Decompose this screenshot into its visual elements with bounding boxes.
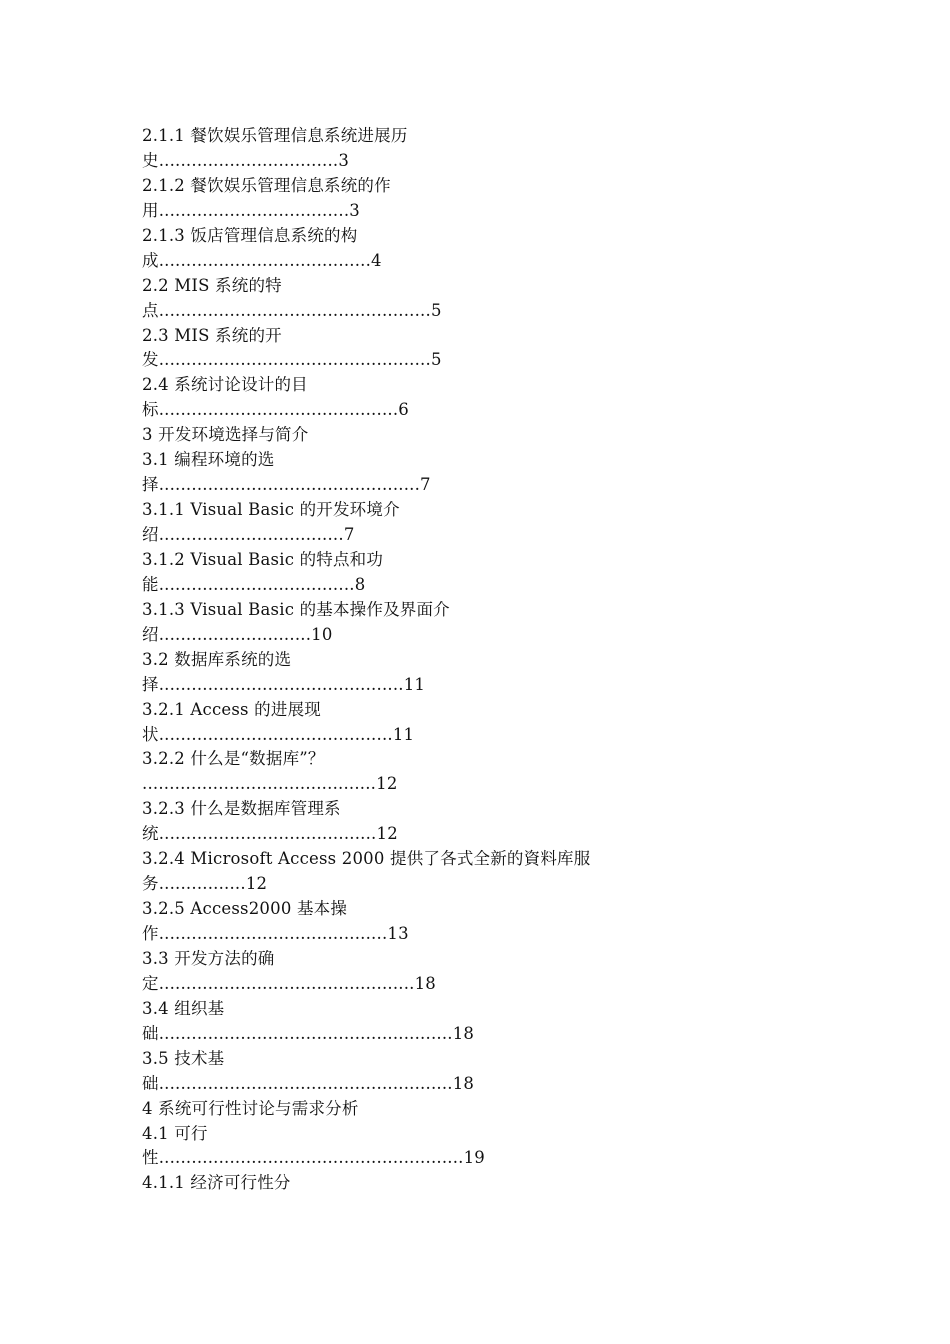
toc-line: 3.4 组织基 xyxy=(142,998,225,1018)
toc-line: 成.......................................4 xyxy=(142,250,382,270)
toc-line: 务................12 xyxy=(142,874,268,894)
toc-line: ...........................................12 xyxy=(142,774,398,794)
toc-line: 用...................................3 xyxy=(142,200,360,220)
toc-line: 能....................................8 xyxy=(142,574,366,594)
toc-line: 3.2.5 Access2000 基本操 xyxy=(142,899,348,919)
toc-line: 3.1.1 Visual Basic 的开发环境介 xyxy=(142,500,400,520)
toc-line: 史.................................3 xyxy=(142,150,350,170)
toc-line: 4.1.1 经济可行性分 xyxy=(142,1173,291,1193)
toc-line: 标............................................6 xyxy=(142,400,409,420)
toc-line: 4 系统可行性讨论与需求分析 xyxy=(142,1098,359,1118)
toc-line: 3.3 开发方法的确 xyxy=(142,948,275,968)
toc-line: 3.1.2 Visual Basic 的特点和功 xyxy=(142,549,384,569)
toc-line: 础......................................................18 xyxy=(142,1023,475,1043)
toc-line: 2.4 系统讨论设计的目 xyxy=(142,375,308,395)
toc-line: 3.5 技术基 xyxy=(142,1048,225,1068)
toc-line: 性........................................................19 xyxy=(142,1148,486,1168)
toc-line: 2.1.3 饭店管理信息系统的构 xyxy=(142,225,358,245)
toc-line: 2.3 MIS 系统的开 xyxy=(142,325,282,345)
toc-line: 3.2.4 Microsoft Access 2000 提供了各式全新的資料库服 xyxy=(142,849,591,869)
toc-line: 点..................................................5 xyxy=(142,300,442,320)
toc-line: 择.............................................11 xyxy=(142,674,426,694)
toc-line: 2.1.1 餐饮娱乐管理信息系统进展历 xyxy=(142,126,408,145)
toc-line: 3 开发环境选择与简介 xyxy=(142,425,309,445)
toc-page xyxy=(142,124,822,1196)
toc-line: 3.1 编程环境的选 xyxy=(142,450,275,470)
toc-line: 绍..................................7 xyxy=(142,525,355,544)
toc-line: 3.2.3 什么是数据库管理系 xyxy=(142,799,341,819)
toc-line: 2.1.2 餐饮娱乐管理信息系统的作 xyxy=(142,175,391,195)
toc-line: 定...............................................18 xyxy=(142,973,437,993)
toc-line: 发..................................................5 xyxy=(142,350,442,370)
toc-line: 3.1.3 Visual Basic 的基本操作及界面介 xyxy=(142,599,450,619)
toc-line: 统........................................12 xyxy=(142,824,398,844)
toc-line: 3.2.2 什么是“数据库”？ xyxy=(142,749,325,769)
toc-line: 础......................................................18 xyxy=(142,1073,475,1093)
toc-line: 择................................................7 xyxy=(142,475,431,495)
toc-line: 3.2 数据库系统的选 xyxy=(142,649,292,669)
toc-line: 4.1 可行 xyxy=(142,1123,208,1143)
toc-line: 作..........................................13 xyxy=(142,924,409,943)
toc-line: 2.2 MIS 系统的特 xyxy=(142,275,282,295)
toc-line: 状...........................................11 xyxy=(142,724,415,744)
toc-line: 绍............................10 xyxy=(142,624,333,644)
toc-line: 3.2.1 Access 的进展现 xyxy=(142,699,321,719)
